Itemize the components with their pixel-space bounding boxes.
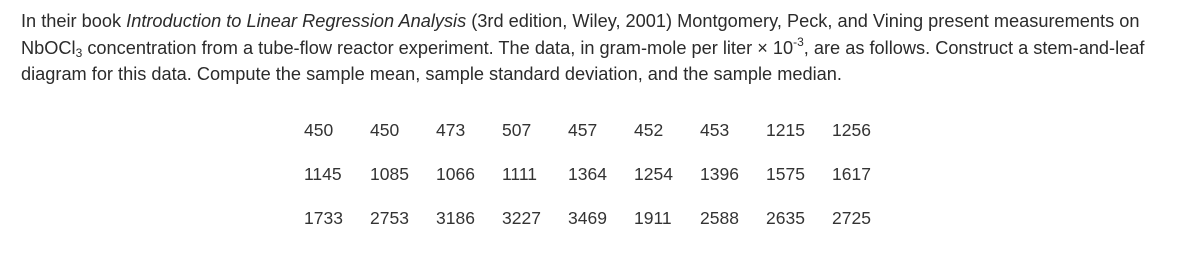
data-value: 1733 <box>304 207 343 228</box>
problem-statement <box>21 8 1186 88</box>
problem-intro: In their book <box>21 11 127 31</box>
row-spacer <box>304 189 892 203</box>
chemical-subscript: 3 <box>75 45 83 60</box>
data-value: 1215 <box>766 119 805 140</box>
unit-exponent: -3 <box>793 34 804 49</box>
data-value: 457 <box>568 119 598 140</box>
problem-text-3: , are as follows. Construct a stem-and-leaf diagram for this data. Compute the sample mean, sample standard deviation, and the sample median. <box>21 37 1145 84</box>
data-value: 473 <box>436 119 466 140</box>
data-row <box>304 203 892 233</box>
data-value: 1396 <box>700 163 739 184</box>
data-value: 2725 <box>832 207 871 228</box>
data-value: 1617 <box>832 163 871 184</box>
book-title: Introduction to Linear Regression Analysis <box>126 11 467 31</box>
row-spacer <box>304 145 892 159</box>
data-value: 1066 <box>436 163 475 184</box>
data-value: 1085 <box>370 163 409 184</box>
data-value: 2588 <box>700 207 739 228</box>
data-value: 1911 <box>634 207 672 228</box>
data-value: 3227 <box>502 207 541 228</box>
measurement-data-table <box>304 115 892 233</box>
data-value: 1256 <box>832 119 871 140</box>
data-value: 450 <box>370 119 400 140</box>
data-value: 2635 <box>766 207 805 228</box>
problem-text-2: concentration from a tube-flow reactor experiment. The data, in gram-mole per liter × 10 <box>82 37 794 58</box>
data-value: 3186 <box>436 207 475 228</box>
data-row <box>304 159 892 189</box>
data-value: 3469 <box>568 207 607 228</box>
data-value: 1364 <box>568 163 607 184</box>
data-value: 1575 <box>766 163 805 184</box>
data-value: 453 <box>700 119 730 140</box>
data-value: 1254 <box>634 163 673 184</box>
data-value: 450 <box>304 119 334 140</box>
data-value: 507 <box>502 119 532 140</box>
data-value: 2753 <box>370 207 409 228</box>
data-row <box>304 115 892 145</box>
data-value: 452 <box>634 119 664 140</box>
data-value: 1111 <box>502 163 538 184</box>
problem-text-1: (3rd edition, Wiley, 2001) Montgomery, Peck, and Vining present measurements on NbOCl <box>21 11 1140 58</box>
data-value: 1145 <box>304 163 342 184</box>
